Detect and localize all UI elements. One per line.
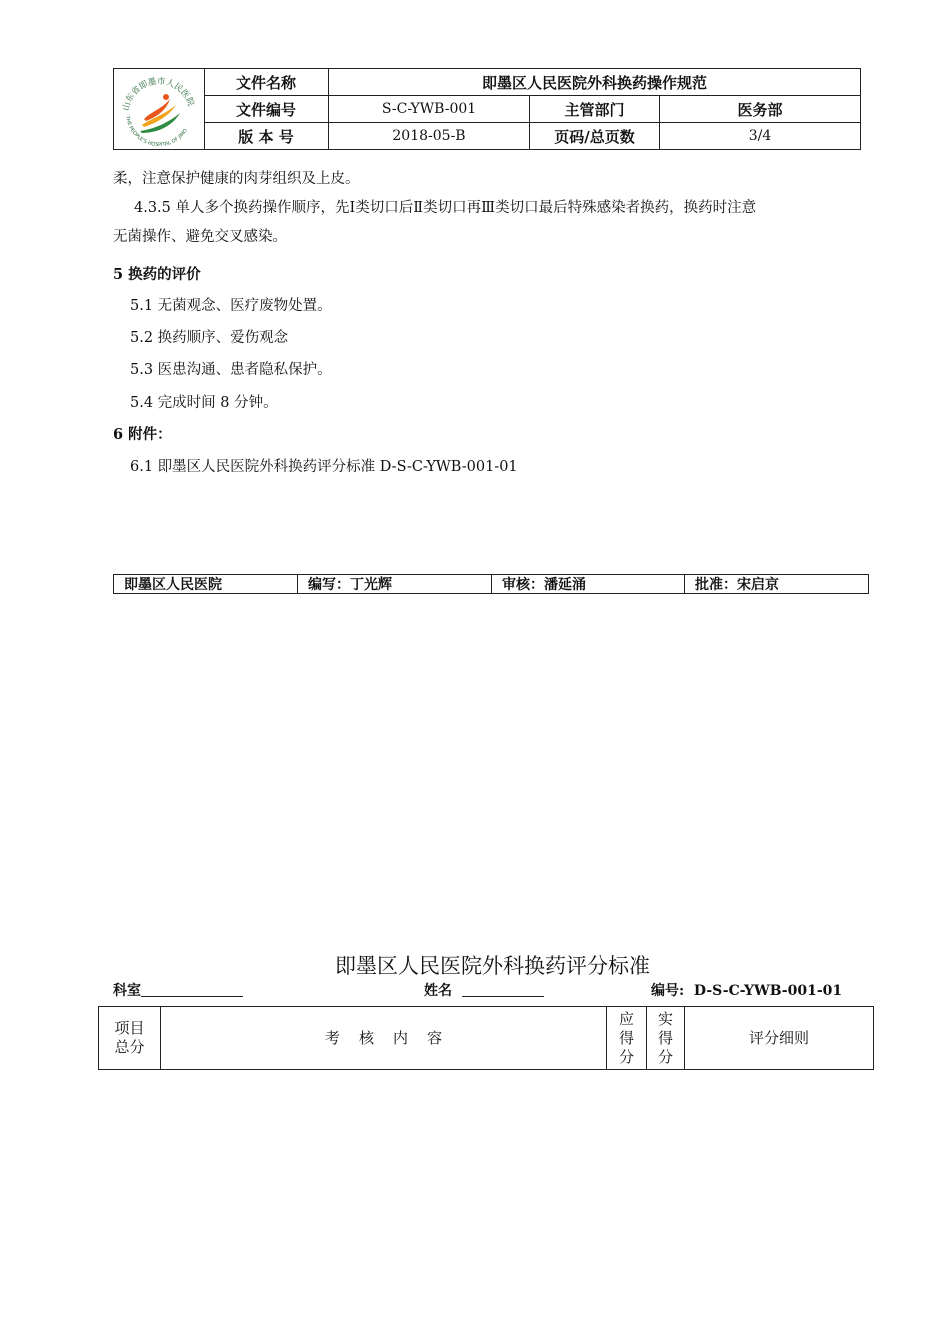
form-name-field — [424, 980, 544, 1000]
section-5-heading: 5 换药的评价 — [113, 266, 201, 283]
version-value: 2018-05-B — [329, 123, 530, 149]
dept-blank[interactable] — [141, 982, 243, 997]
paragraph-4-3-5-line1: 4.3.5 单人多个换药操作顺序，先Ⅰ类切口后Ⅱ类切口再Ⅲ类切口最后特殊感染者换药，换药时注意 — [134, 200, 757, 216]
col-full-score: 应 得 分 — [607, 1007, 647, 1069]
hospital-logo-icon — [114, 69, 204, 149]
col-item-total: 项目 总分 — [99, 1007, 161, 1069]
doc-code-value: S-C-YWB-001 — [329, 96, 530, 123]
label-doc-name: 文件名称 — [204, 69, 329, 96]
col-content: 考 核 内 容 — [161, 1007, 607, 1069]
paragraph-4-3-5-line2: 无菌操作、避免交叉感染。 — [113, 229, 287, 245]
scoring-table-header — [98, 1006, 874, 1070]
item-5-2: 5.2 换药顺序、爱伤观念 — [130, 330, 289, 346]
name-blank[interactable] — [462, 982, 544, 997]
name-label: 姓名 — [424, 983, 452, 999]
form-title: 即墨区人民医院外科换药评分标准 — [335, 954, 650, 978]
sign-writer: 编写：丁光辉 — [298, 575, 492, 593]
page-value: 3/4 — [748, 128, 772, 144]
label-page: 页码/总页数 — [530, 123, 660, 149]
form-code-field — [651, 980, 842, 1000]
dept-label: 科室 — [113, 983, 141, 999]
section-6-heading: 6 附件： — [113, 426, 172, 443]
col-criteria: 评分细则 — [748, 1028, 809, 1047]
signature-table — [113, 574, 869, 594]
document-header-table — [113, 68, 861, 150]
logo-arc-text: 山东省即墨市人民医院 — [121, 76, 196, 112]
doc-name-value: 即墨区人民医院外科换药操作规范 — [329, 69, 860, 96]
col-actual-score: 实 得 分 — [647, 1007, 685, 1069]
paragraph-continuation: 柔，注意保护健康的肉芽组织及上皮。 — [113, 171, 360, 187]
item-5-4: 5.4 完成时间 8 分钟。 — [130, 395, 278, 411]
form-dept-field — [113, 980, 243, 1000]
logo-english-text: THE PEOPLE'S HOSPITAL OF JIMO — [124, 115, 189, 149]
sign-approver: 批准：宋启京 — [695, 577, 779, 593]
dept-value: 医务部 — [660, 96, 860, 123]
label-dept: 主管部门 — [530, 96, 660, 123]
label-doc-code: 文件编号 — [204, 96, 329, 123]
item-6-1: 6.1 即墨区人民医院外科换药评分标准 D-S-C-YWB-001-01 — [130, 459, 518, 475]
hospital-logo — [114, 69, 205, 149]
sign-reviewer: 审核：潘延涌 — [492, 575, 685, 593]
svg-text:山东省即墨市人民医院 — [120, 76, 196, 112]
sign-hospital: 即墨区人民医院 — [114, 575, 298, 593]
item-5-1: 5.1 无菌观念、医疗废物处置。 — [130, 298, 332, 314]
code-label: 编号: — [651, 983, 685, 999]
code-value: D-S-C-YWB-001-01 — [693, 983, 843, 999]
item-5-3: 5.3 医患沟通、患者隐私保护。 — [130, 362, 332, 378]
label-version: 版 本 号 — [204, 123, 329, 149]
